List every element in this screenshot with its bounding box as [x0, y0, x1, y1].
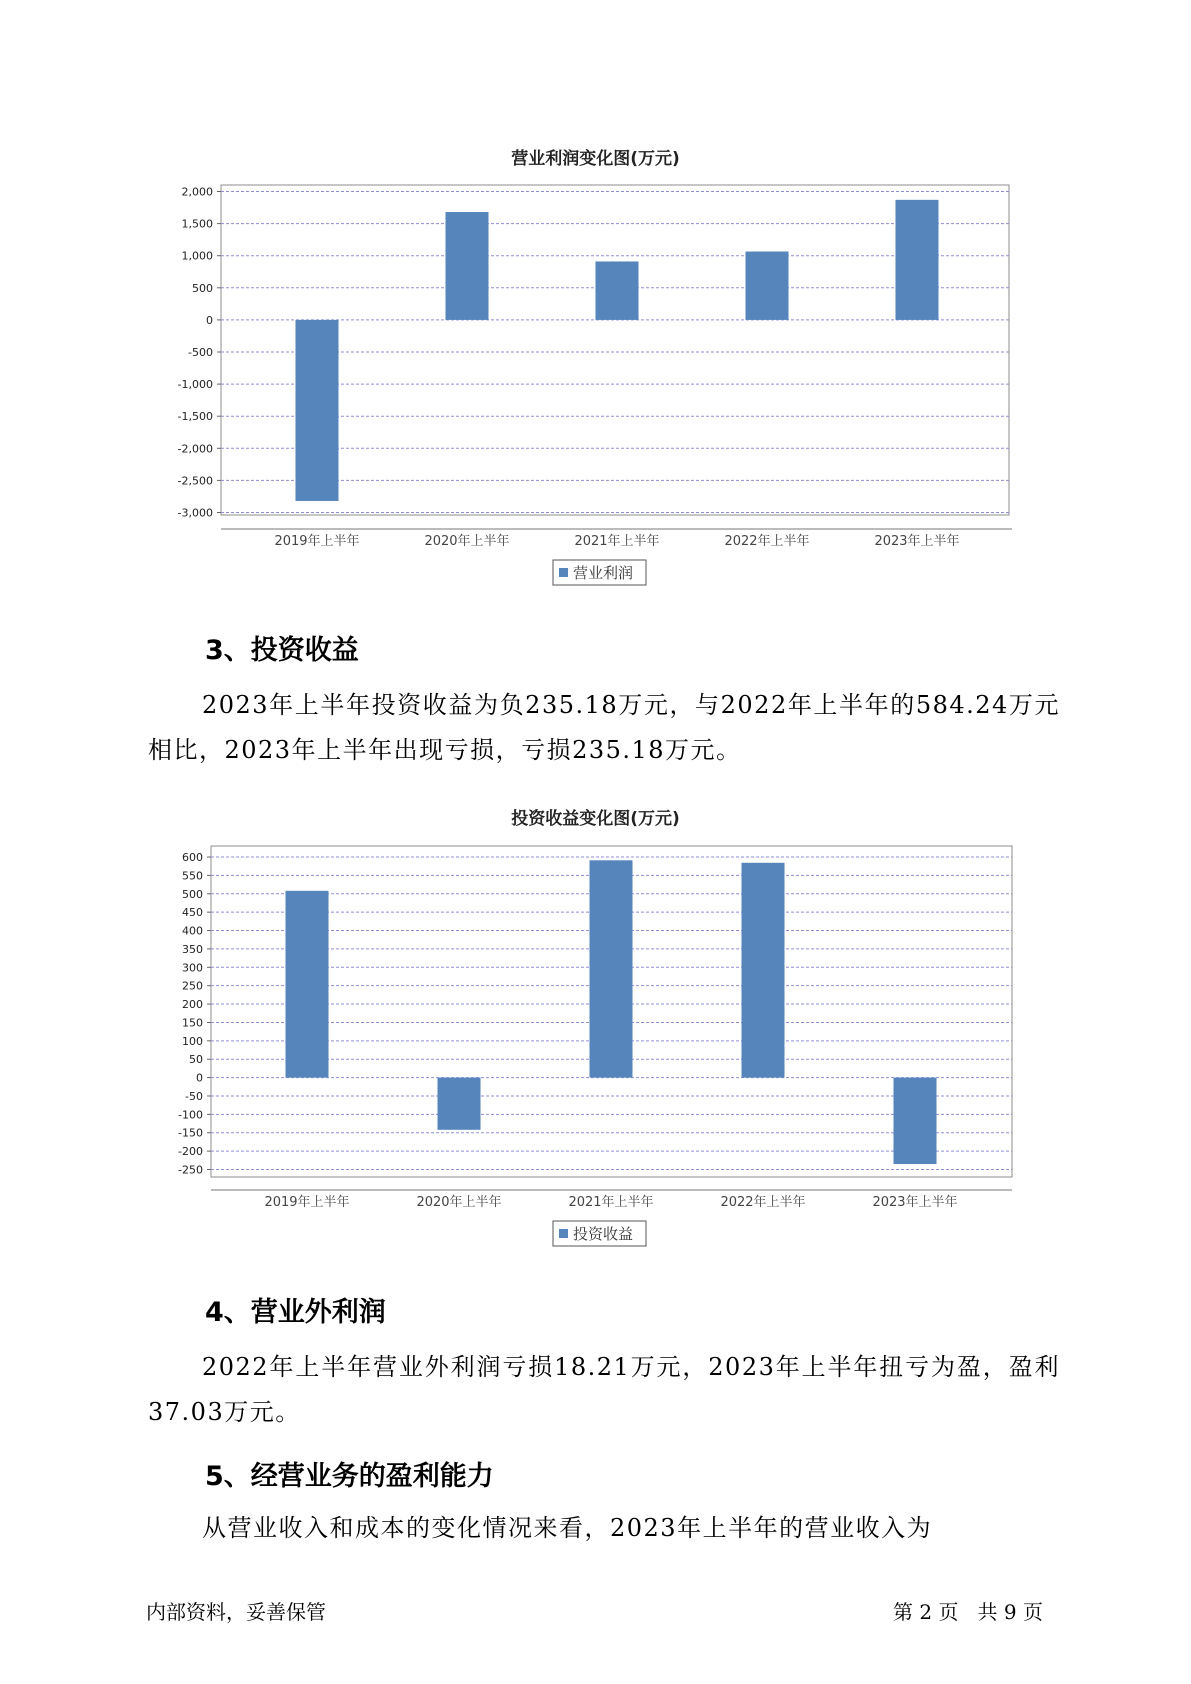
y-tick-label: -500 — [188, 346, 213, 359]
y-tick-label: -50 — [185, 1089, 203, 1103]
y-tick-label: 50 — [189, 1053, 203, 1067]
x-tick-label: 2019年上半年 — [274, 534, 360, 549]
y-tick-label: 500 — [182, 887, 203, 901]
x-tick-label: 2023年上半年 — [872, 1195, 958, 1210]
y-tick-label: 100 — [182, 1034, 203, 1048]
x-tick-label: 2020年上半年 — [424, 534, 510, 549]
legend — [553, 1221, 646, 1246]
x-tick-label: 2022年上半年 — [720, 1195, 806, 1210]
section-3-heading: 3、投资收益 — [205, 635, 359, 666]
y-tick-label: 550 — [182, 869, 203, 883]
bar-2023年上半年 — [894, 1078, 937, 1164]
section-5-heading: 5、经营业务的盈利能力 — [205, 1461, 494, 1492]
x-tick-label: 2019年上半年 — [264, 1195, 350, 1210]
legend-label: 投资收益 — [573, 1225, 634, 1243]
y-tick-label: 600 — [182, 851, 203, 864]
x-tick-label: 2021年上半年 — [574, 534, 660, 549]
y-tick-label: -150 — [178, 1126, 203, 1140]
section-5-text: 从营业收入和成本的变化情况来看，2023年上半年的营业收入为 — [202, 1514, 933, 1542]
section-4-heading: 4、营业外利润 — [205, 1297, 386, 1328]
legend-swatch — [559, 1229, 568, 1238]
y-tick-label: 1,500 — [181, 217, 213, 231]
y-tick-label: -2,500 — [177, 474, 213, 488]
bar-2020年上半年 — [438, 1078, 481, 1130]
bar-2019年上半年 — [286, 891, 329, 1078]
y-tick-label: -1,000 — [177, 378, 213, 392]
section-4-text: 2022年上半年营业外利润亏损18.21万元，2023年上半年扭亏为盈，盈利37.03万元。 — [148, 1353, 1060, 1426]
y-tick-label: -3,000 — [177, 506, 213, 520]
x-tick-label: 2022年上半年 — [724, 534, 810, 549]
y-tick-label: 400 — [182, 924, 203, 938]
chart-title-investment: 投资收益变化图(万元) — [511, 809, 680, 829]
legend-label: 营业利润 — [573, 564, 634, 582]
y-tick-label: -1,500 — [177, 410, 213, 424]
footer-confidential-note: 内部资料，妥善保管 — [146, 1600, 326, 1624]
y-tick-label: 0 — [206, 313, 213, 327]
y-tick-label: 150 — [182, 1016, 203, 1030]
footer-page-number: 第 2 页 共 9 页 — [893, 1600, 1043, 1624]
y-tick-label: -200 — [178, 1145, 203, 1159]
y-tick-label: 350 — [182, 942, 203, 956]
y-tick-label: 500 — [192, 281, 213, 295]
y-tick-label: -2,000 — [177, 442, 213, 456]
y-tick-label: 300 — [182, 961, 203, 975]
bar-2022年上半年 — [742, 863, 785, 1078]
y-tick-label: 2,000 — [181, 185, 213, 199]
y-tick-label: 200 — [182, 998, 203, 1012]
y-tick-label: 0 — [196, 1071, 203, 1085]
y-tick-label: 250 — [182, 979, 203, 993]
y-tick-label: -100 — [178, 1108, 203, 1122]
y-tick-label: -250 — [178, 1163, 203, 1177]
x-tick-label: 2023年上半年 — [874, 534, 960, 549]
y-tick-label: 1,000 — [181, 249, 213, 263]
x-tick-label: 2020年上半年 — [416, 1195, 502, 1210]
x-tick-label: 2021年上半年 — [568, 1195, 654, 1210]
section-3-text: 2023年上半年投资收益为负235.18万元，与2022年上半年的584.24万元相比，2023年上半年出现亏损，亏损235.18万元。 — [148, 691, 1060, 764]
chart-title-profit: 营业利润变化图(万元) — [511, 149, 680, 169]
bar-2021年上半年 — [590, 860, 633, 1077]
y-tick-label: 450 — [182, 906, 203, 920]
